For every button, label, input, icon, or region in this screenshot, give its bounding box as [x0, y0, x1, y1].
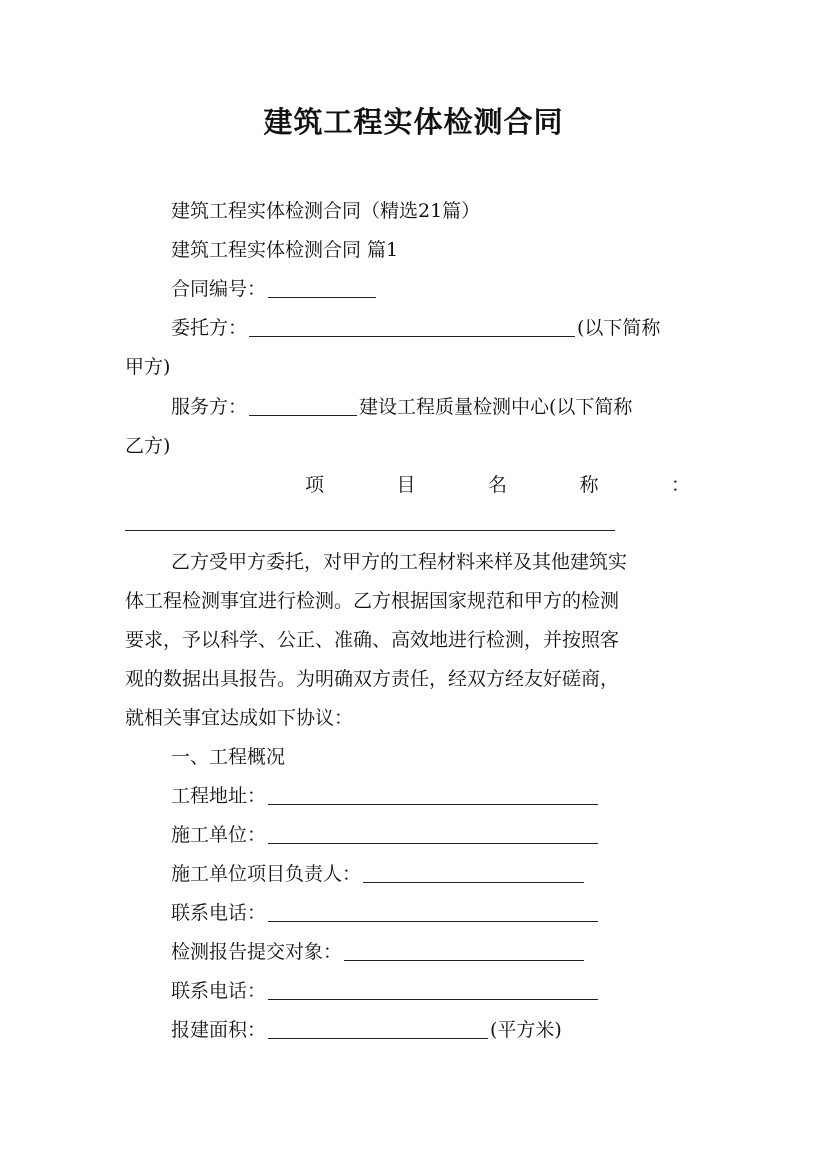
service-name: 建设工程质量检测中心(以下简称 [359, 396, 633, 418]
area-label: 报建面积： [171, 1019, 267, 1041]
field-label: 施工单位项目负责人： [171, 863, 362, 885]
chapter-line [125, 231, 705, 270]
area-line [125, 1011, 705, 1050]
project-name-char: 名 [487, 474, 507, 496]
document-title: 建筑工程实体检测合同 [263, 105, 564, 139]
client-blank [249, 309, 575, 337]
subtitle-line [125, 192, 705, 231]
field-blank [344, 933, 584, 961]
contract-no-label: 合同编号： [171, 278, 267, 300]
body-text: 乙方受甲方委托，对甲方的工程材料来样及其他建筑实 [171, 551, 628, 573]
field-line [125, 816, 705, 855]
client-suffix-line [125, 348, 705, 387]
project-name-line [125, 466, 690, 505]
field-line [125, 933, 705, 972]
field-line [125, 894, 705, 933]
service-suffix-cont: 乙方) [125, 435, 171, 457]
area-unit: (平方米) [490, 1019, 562, 1041]
field-blank [268, 972, 598, 1000]
body-text: 就相关事宜达成如下协议： [125, 707, 354, 729]
body-line [125, 621, 705, 660]
field-blank [268, 777, 598, 805]
field-label: 联系电话： [171, 980, 267, 1002]
client-suffix-cont: 甲方) [125, 356, 171, 378]
subtitle-text: 建筑工程实体检测合同（精选21篇） [171, 200, 481, 222]
field-blank [268, 816, 598, 844]
body-text: 观的数据出具报告。为明确双方责任，经双方经友好磋商， [125, 668, 620, 690]
field-label: 检测报告提交对象： [171, 941, 343, 963]
field-label: 工程地址： [171, 785, 267, 807]
body-line [125, 699, 705, 738]
field-label: 施工单位： [171, 824, 267, 846]
field-line [125, 972, 705, 1011]
field-blank [268, 894, 598, 922]
client-suffix: (以下简称 [577, 317, 661, 339]
field-line [125, 855, 705, 894]
section1-heading-line [125, 738, 705, 777]
service-line [125, 388, 705, 427]
project-name-char: 项 [305, 474, 325, 496]
body-text: 体工程检测事宜进行检测。乙方根据国家规范和甲方的检测 [125, 590, 620, 612]
project-name-char: 目 [396, 474, 416, 496]
field-line [125, 777, 705, 816]
contract-no-line [125, 270, 705, 309]
client-label: 委托方： [171, 317, 248, 339]
service-blank [249, 388, 357, 416]
project-name-char: ： [670, 474, 690, 496]
area-blank [268, 1011, 488, 1039]
project-name-blank [125, 530, 615, 531]
contract-no-blank [268, 270, 376, 298]
client-line [125, 309, 705, 348]
field-label: 联系电话： [171, 902, 267, 924]
body-text: 要求，予以科学、公正、准确、高效地进行检测，并按照客 [125, 629, 620, 651]
body-line [125, 582, 705, 621]
body-line [125, 543, 705, 582]
project-name-char: 称 [579, 474, 599, 496]
service-label: 服务方： [171, 396, 248, 418]
service-suffix-line [125, 427, 705, 466]
chapter-text: 建筑工程实体检测合同 篇1 [171, 239, 399, 261]
body-line [125, 660, 705, 699]
field-blank [363, 855, 584, 883]
section1-heading: 一、工程概况 [171, 746, 286, 768]
